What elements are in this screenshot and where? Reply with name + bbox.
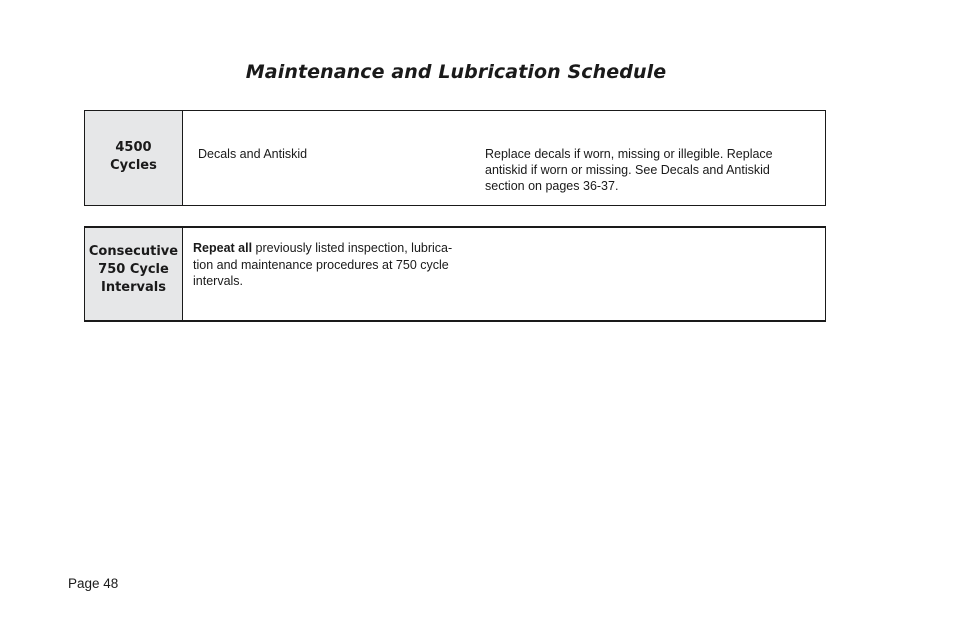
note-line: intervals. <box>193 274 244 288</box>
page-number: Page 48 <box>68 576 119 591</box>
interval-line: Cycles <box>110 158 157 173</box>
interval-line: Intervals <box>101 280 166 295</box>
action-line: antiskid if worn or missing. See Decals and Antiskid <box>485 163 770 177</box>
note-cell <box>183 228 825 320</box>
note-line <box>193 240 815 257</box>
note-line: tion and maintenance procedures at 750 cycle <box>193 257 449 272</box>
action-cell <box>471 111 825 205</box>
interval-line: 750 Cycle <box>98 262 169 277</box>
action-line: section on pages 36-37. <box>485 179 619 193</box>
interval-line: 4500 <box>115 140 152 155</box>
interval-cell <box>85 111 183 205</box>
interval-cell <box>85 228 183 320</box>
schedule-block-750-cycle-intervals <box>84 226 826 322</box>
note-text: previously listed inspection, lubrica- <box>252 241 453 255</box>
item-cell: Decals and Antiskid <box>198 147 308 161</box>
interval-line: Consecutive <box>88 244 179 259</box>
schedule-block-4500-cycles <box>84 110 826 206</box>
note-bold-text: Repeat all <box>193 241 253 255</box>
page-title: Maintenance and Lubrication Schedule <box>245 61 667 83</box>
action-line: Replace decals if worn, missing or illegible. Replace <box>485 147 773 161</box>
